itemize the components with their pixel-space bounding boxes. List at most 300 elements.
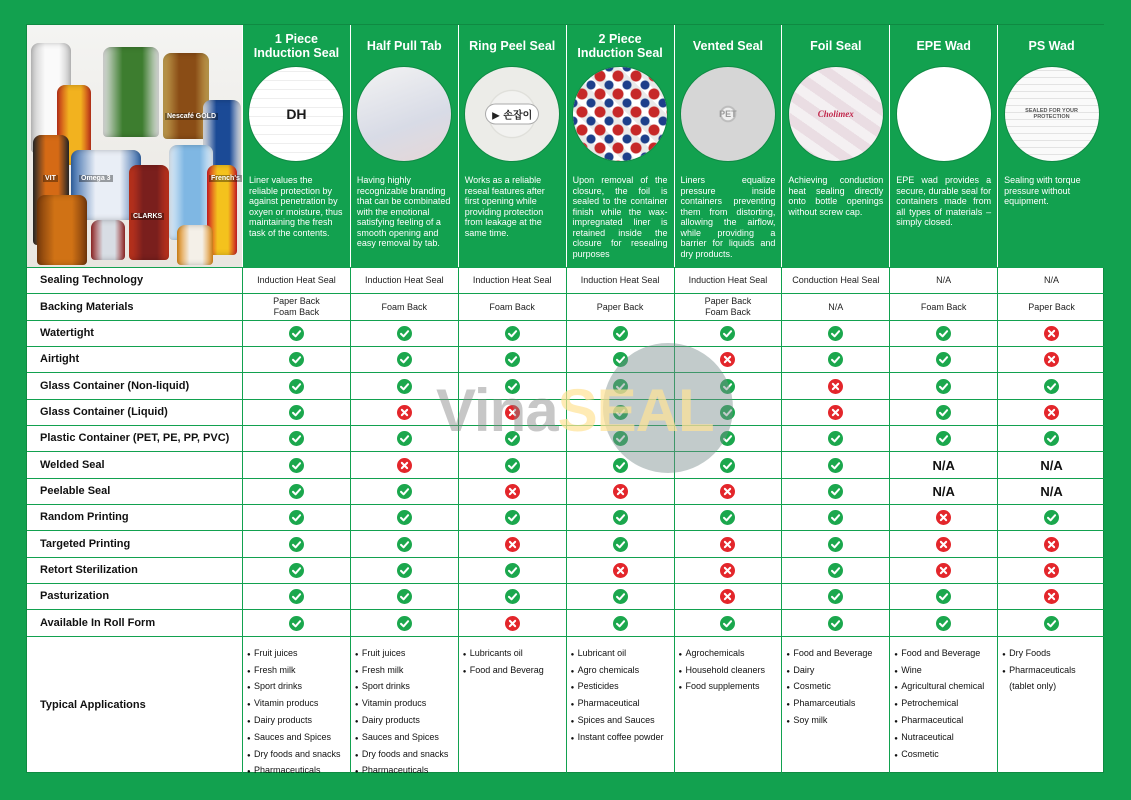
column-header-6 bbox=[781, 25, 889, 267]
application-item bbox=[355, 730, 449, 747]
applications-cell bbox=[674, 636, 782, 774]
table-cell bbox=[889, 583, 997, 609]
application-text: Fruit juices bbox=[361, 647, 406, 658]
seal-type-title: 2 Piece Induction Seal bbox=[577, 32, 663, 60]
seal-disc-text: PET bbox=[719, 109, 737, 119]
check-icon bbox=[936, 352, 951, 367]
table-cell bbox=[458, 346, 566, 372]
check-icon bbox=[289, 326, 304, 341]
cross-icon bbox=[720, 589, 735, 604]
bullet-icon: ● bbox=[247, 735, 251, 742]
table-cell bbox=[458, 451, 566, 477]
bottle-shape bbox=[103, 47, 159, 137]
bullet-icon: ● bbox=[894, 702, 898, 709]
application-text: Lubricants oil bbox=[469, 647, 523, 658]
application-item bbox=[786, 679, 872, 696]
bullet-icon: ● bbox=[354, 651, 359, 658]
table-cell bbox=[674, 346, 782, 372]
cross-icon bbox=[613, 563, 628, 578]
table-cell bbox=[997, 504, 1105, 530]
check-icon bbox=[397, 589, 412, 604]
table-cell bbox=[997, 583, 1105, 609]
table-cell bbox=[350, 372, 458, 398]
table-cell bbox=[350, 320, 458, 346]
application-text: Sauces and Spices bbox=[361, 731, 439, 742]
table-cell bbox=[781, 399, 889, 425]
check-icon bbox=[397, 352, 412, 367]
application-item bbox=[247, 763, 341, 773]
table-cell bbox=[458, 372, 566, 398]
table-cell bbox=[242, 478, 350, 504]
bullet-icon: ● bbox=[894, 719, 898, 725]
cell-text: Foam Back bbox=[489, 301, 535, 312]
cross-icon bbox=[936, 563, 951, 578]
application-text: (tablet only) bbox=[1009, 681, 1057, 692]
bullet-icon: ● bbox=[894, 752, 898, 759]
check-icon bbox=[828, 510, 843, 525]
check-icon bbox=[289, 379, 304, 394]
table-cell bbox=[997, 609, 1105, 635]
table-cell bbox=[997, 346, 1105, 372]
application-item bbox=[679, 646, 766, 663]
table-cell bbox=[242, 557, 350, 583]
table-cell bbox=[566, 346, 674, 372]
seal-star-pattern bbox=[573, 67, 667, 161]
application-text: Pharmaceuticals bbox=[254, 765, 321, 774]
check-icon bbox=[1044, 379, 1059, 394]
application-text: Dry foods and snacks bbox=[361, 748, 449, 759]
table-cell bbox=[997, 399, 1105, 425]
application-text: Cosmetic bbox=[793, 681, 831, 692]
application-text: Dry foods and snacks bbox=[254, 748, 341, 759]
check-icon bbox=[720, 379, 735, 394]
bullet-icon: ● bbox=[354, 668, 359, 675]
check-icon bbox=[289, 431, 304, 446]
application-text: Dairy products bbox=[254, 715, 313, 725]
table-cell bbox=[458, 293, 566, 319]
row-label: Peelable Seal bbox=[27, 478, 242, 504]
table-cell bbox=[458, 530, 566, 556]
bullet-icon: ● bbox=[247, 685, 251, 692]
applications-cell bbox=[458, 636, 566, 774]
application-text: Cosmetic bbox=[901, 748, 939, 759]
cell-text: Paper Back bbox=[596, 301, 644, 312]
column-header-5 bbox=[674, 25, 782, 267]
table-cell bbox=[674, 267, 782, 293]
table-cell bbox=[350, 504, 458, 530]
check-icon bbox=[613, 616, 628, 631]
check-icon bbox=[505, 458, 520, 473]
cell-text: N/A bbox=[1044, 275, 1060, 286]
seal-description: Upon removal of the closure, the foil is sealed to the container finish while the wax-impregnated liner is retained inside the closure for resealing purposes bbox=[572, 175, 668, 259]
table-cell bbox=[458, 425, 566, 451]
table-cell bbox=[566, 557, 674, 583]
check-icon bbox=[828, 484, 843, 499]
application-item bbox=[1002, 646, 1076, 663]
product-label: CLARKS bbox=[133, 213, 163, 220]
seal-description: Achieving conduction heat sealing directly onto bottle openings without screw cap. bbox=[788, 175, 884, 217]
application-text: Soy milk bbox=[793, 715, 828, 725]
bullet-icon: ● bbox=[354, 719, 359, 725]
cross-icon bbox=[1044, 352, 1059, 367]
application-item bbox=[247, 646, 341, 663]
seal-description: Liner values the reliable protection by against penetration by oxyen or moisture, thus maintaining the fresh task of the contents. bbox=[249, 175, 343, 238]
cell-text: Induction Heat Seal bbox=[688, 275, 768, 286]
table-cell bbox=[674, 609, 782, 635]
application-text: Sport drinks bbox=[254, 681, 303, 692]
bullet-icon: ● bbox=[678, 651, 683, 658]
application-item bbox=[1002, 679, 1076, 694]
seal-type-title: PS Wad bbox=[1028, 39, 1075, 53]
bottle-shape bbox=[91, 220, 125, 260]
cell-text: N/A bbox=[828, 301, 844, 312]
applications-list bbox=[355, 646, 449, 774]
application-text: Phamarceutials bbox=[793, 698, 856, 709]
check-icon bbox=[720, 510, 735, 525]
check-icon bbox=[828, 537, 843, 552]
check-icon bbox=[936, 431, 951, 446]
check-icon bbox=[505, 589, 520, 604]
application-item bbox=[786, 646, 872, 663]
check-icon bbox=[1044, 510, 1059, 525]
table-cell bbox=[781, 267, 889, 293]
table-cell bbox=[674, 320, 782, 346]
table-cell bbox=[458, 609, 566, 635]
table-cell bbox=[781, 609, 889, 635]
table-cell bbox=[350, 425, 458, 451]
table-cell bbox=[997, 557, 1105, 583]
check-icon bbox=[289, 458, 304, 473]
check-icon bbox=[505, 379, 520, 394]
bullet-icon: ● bbox=[354, 685, 359, 692]
applications-cell bbox=[781, 636, 889, 774]
table-cell bbox=[350, 293, 458, 319]
application-item bbox=[355, 696, 449, 713]
seal-description: Having highly recognizable branding that can be combinated with the emotional satisfying feeling of a smooth opening and easy removal by tab. bbox=[356, 175, 451, 248]
cell-text: N/A bbox=[936, 275, 952, 286]
bullet-icon: ● bbox=[894, 735, 898, 742]
cell-text: Paper Back Foam Back bbox=[704, 296, 752, 318]
not-applicable-text: N/A bbox=[932, 483, 955, 499]
cross-icon bbox=[505, 537, 520, 552]
seal-type-title: 1 Piece Induction Seal bbox=[253, 32, 340, 60]
bullet-icon: ● bbox=[786, 685, 790, 692]
table-cell bbox=[242, 293, 350, 319]
not-applicable-text: N/A bbox=[1040, 483, 1063, 499]
table-cell bbox=[458, 504, 566, 530]
cross-icon bbox=[505, 484, 520, 499]
applications-list bbox=[571, 646, 664, 747]
table-cell bbox=[889, 425, 997, 451]
application-text: Fresh milk bbox=[361, 664, 404, 675]
table-cell bbox=[242, 609, 350, 635]
cross-icon bbox=[720, 537, 735, 552]
check-icon bbox=[828, 352, 843, 367]
application-item bbox=[894, 696, 984, 713]
comparison-table bbox=[26, 24, 1104, 773]
bullet-icon: ● bbox=[786, 668, 790, 675]
applications-cell bbox=[997, 636, 1105, 774]
table-cell bbox=[350, 478, 458, 504]
table-cell bbox=[781, 425, 889, 451]
seal-disc-text: SEALED FOR YOUR PROTECTION bbox=[1025, 108, 1078, 120]
application-item bbox=[571, 663, 664, 680]
check-icon bbox=[397, 563, 412, 578]
table-cell bbox=[781, 293, 889, 319]
bullet-icon: ● bbox=[247, 668, 251, 675]
cross-icon bbox=[1044, 326, 1059, 341]
cross-icon bbox=[828, 405, 843, 420]
table-cell bbox=[350, 267, 458, 293]
check-icon bbox=[936, 326, 951, 341]
bottle-shape bbox=[177, 225, 213, 265]
check-icon bbox=[828, 458, 843, 473]
check-icon bbox=[613, 326, 628, 341]
seal-disc-text: DH bbox=[286, 106, 307, 122]
not-applicable-text: N/A bbox=[932, 457, 955, 473]
application-item bbox=[247, 730, 341, 747]
bullet-icon: ● bbox=[570, 702, 575, 709]
cross-icon bbox=[936, 537, 951, 552]
table-cell bbox=[781, 478, 889, 504]
column-header-2 bbox=[350, 25, 458, 267]
bullet-icon: ● bbox=[570, 719, 575, 725]
cell-text: Paper Back Foam Back bbox=[273, 296, 320, 318]
application-text: Fruit juices bbox=[254, 647, 298, 658]
application-text: Fresh milk bbox=[254, 664, 296, 675]
application-text: Pharmaceutical bbox=[577, 698, 640, 709]
application-item bbox=[355, 679, 449, 696]
applications-list bbox=[679, 646, 766, 696]
row-label: Targeted Printing bbox=[27, 530, 242, 556]
bullet-icon: ● bbox=[786, 651, 790, 658]
check-icon bbox=[828, 589, 843, 604]
table-cell bbox=[566, 530, 674, 556]
product-photo bbox=[27, 25, 242, 267]
table-cell bbox=[997, 451, 1105, 477]
check-icon bbox=[1044, 431, 1059, 446]
seal-disc-image bbox=[465, 67, 559, 161]
check-icon bbox=[505, 563, 520, 578]
table-cell bbox=[889, 372, 997, 398]
table-cell bbox=[350, 583, 458, 609]
seal-description: EPE wad provides a secure, durable seal for containers made from all types of materials – simply closed. bbox=[896, 175, 992, 227]
check-icon bbox=[397, 326, 412, 341]
table-cell bbox=[997, 425, 1105, 451]
cell-text: Induction Heat Seal bbox=[365, 275, 444, 286]
cell-text: Conduction Heal Seal bbox=[792, 275, 880, 286]
application-item bbox=[571, 730, 664, 747]
application-item bbox=[894, 663, 984, 680]
table-cell bbox=[566, 293, 674, 319]
bullet-icon: ● bbox=[786, 702, 790, 709]
table-cell bbox=[889, 293, 997, 319]
application-item bbox=[786, 696, 872, 713]
check-icon bbox=[289, 510, 304, 525]
application-text: Spices and Sauces bbox=[577, 715, 655, 725]
table-cell bbox=[997, 372, 1105, 398]
bullet-icon: ● bbox=[570, 668, 575, 675]
product-label: Omega 3 bbox=[81, 175, 111, 182]
table-cell bbox=[674, 451, 782, 477]
table-cell bbox=[997, 267, 1105, 293]
cross-icon bbox=[936, 510, 951, 525]
column-header-1 bbox=[242, 25, 350, 267]
table-cell bbox=[781, 451, 889, 477]
table-cell bbox=[350, 557, 458, 583]
bullet-icon: ● bbox=[894, 685, 898, 692]
application-item bbox=[894, 730, 984, 747]
row-label: Backing Materials bbox=[27, 293, 242, 319]
application-item bbox=[786, 663, 872, 680]
table-cell bbox=[458, 557, 566, 583]
check-icon bbox=[936, 589, 951, 604]
applications-list bbox=[247, 646, 341, 774]
check-icon bbox=[936, 379, 951, 394]
application-item bbox=[894, 713, 984, 730]
table-cell bbox=[242, 451, 350, 477]
seal-disc-text: ▶ 손잡이 bbox=[486, 105, 538, 124]
check-icon bbox=[505, 352, 520, 367]
check-icon bbox=[613, 589, 628, 604]
check-icon bbox=[828, 616, 843, 631]
application-item bbox=[571, 713, 664, 730]
table-cell bbox=[889, 267, 997, 293]
application-item bbox=[571, 696, 664, 713]
cross-icon bbox=[1044, 563, 1059, 578]
seal-disc-image bbox=[249, 67, 343, 161]
table-cell bbox=[997, 530, 1105, 556]
seal-disc-image bbox=[789, 67, 883, 161]
application-text: Sport drinks bbox=[361, 681, 410, 692]
cross-icon bbox=[1044, 537, 1059, 552]
table-cell bbox=[781, 346, 889, 372]
table-cell bbox=[781, 372, 889, 398]
seal-disc-image bbox=[357, 67, 451, 161]
application-text: Food supplements bbox=[685, 681, 760, 692]
check-icon bbox=[397, 616, 412, 631]
check-icon bbox=[289, 589, 304, 604]
bullet-icon: ● bbox=[1002, 668, 1006, 675]
applications-cell bbox=[889, 636, 997, 774]
table-cell bbox=[242, 530, 350, 556]
table-cell bbox=[458, 399, 566, 425]
check-icon bbox=[613, 405, 628, 420]
application-text: Household cleaners bbox=[685, 664, 766, 675]
seal-disc-image bbox=[573, 67, 667, 161]
cross-icon bbox=[828, 379, 843, 394]
application-text: Pharmaceuticals bbox=[1009, 664, 1076, 675]
table-cell bbox=[566, 267, 674, 293]
check-icon bbox=[289, 484, 304, 499]
cell-text: Paper Back bbox=[1028, 301, 1075, 312]
table-cell bbox=[889, 504, 997, 530]
application-item bbox=[355, 747, 449, 764]
cross-icon bbox=[720, 563, 735, 578]
seal-disc-image bbox=[681, 67, 775, 161]
table-cell bbox=[242, 504, 350, 530]
table-cell bbox=[674, 478, 782, 504]
bullet-icon: ● bbox=[354, 752, 359, 759]
check-icon bbox=[613, 431, 628, 446]
row-label: Glass Container (Non-liquid) bbox=[27, 372, 242, 398]
check-icon bbox=[613, 352, 628, 367]
table-cell bbox=[781, 530, 889, 556]
application-text: Dry Foods bbox=[1009, 647, 1051, 658]
bullet-icon: ● bbox=[894, 651, 898, 658]
application-text: Petrochemical bbox=[901, 698, 959, 709]
bullet-icon: ● bbox=[354, 769, 359, 774]
application-text: Agrochemicals bbox=[685, 647, 745, 658]
row-label: Available In Roll Form bbox=[27, 609, 242, 635]
table-cell bbox=[781, 320, 889, 346]
seal-description: Works as a reliable reseal features after first opening while providing protection from leakage at the same time. bbox=[464, 175, 545, 238]
table-cell bbox=[674, 583, 782, 609]
check-icon bbox=[936, 405, 951, 420]
application-text: Dairy products bbox=[361, 715, 420, 725]
table-cell bbox=[566, 372, 674, 398]
bullet-icon: ● bbox=[354, 735, 359, 742]
cross-icon bbox=[397, 458, 412, 473]
watermark-part2: SEAL bbox=[557, 377, 714, 444]
table-cell bbox=[566, 609, 674, 635]
application-item bbox=[355, 646, 449, 663]
table-cell bbox=[674, 425, 782, 451]
check-icon bbox=[505, 510, 520, 525]
application-item bbox=[247, 663, 341, 680]
table-cell bbox=[781, 504, 889, 530]
table-cell bbox=[674, 372, 782, 398]
check-icon bbox=[397, 484, 412, 499]
row-label: Airtight bbox=[27, 346, 242, 372]
applications-list bbox=[1002, 646, 1076, 694]
seal-type-title: Vented Seal bbox=[692, 39, 764, 53]
seal-description: Liners equalize pressure inside containers preventing them from distorting, allowing the airflow, while providing a barrier for liquids and dry products. bbox=[680, 175, 776, 259]
table-cell bbox=[242, 320, 350, 346]
check-icon bbox=[613, 458, 628, 473]
row-label: Watertight bbox=[27, 320, 242, 346]
table-cell bbox=[242, 267, 350, 293]
check-icon bbox=[505, 431, 520, 446]
bullet-icon: ● bbox=[678, 668, 683, 675]
application-text: Dairy bbox=[793, 664, 815, 675]
application-text: Pesticides bbox=[577, 681, 619, 692]
application-item bbox=[894, 646, 984, 663]
application-text: Food and Beverage bbox=[901, 647, 981, 658]
application-item bbox=[355, 763, 449, 773]
bullet-icon: ● bbox=[1002, 651, 1006, 658]
table-cell bbox=[566, 504, 674, 530]
table-cell bbox=[242, 372, 350, 398]
product-label: French's bbox=[211, 175, 240, 182]
bullet-icon: ● bbox=[462, 668, 467, 675]
table-cell bbox=[889, 530, 997, 556]
bullet-icon: ● bbox=[678, 685, 683, 692]
check-icon bbox=[289, 616, 304, 631]
bullet-icon: ● bbox=[247, 702, 251, 709]
application-item bbox=[894, 747, 984, 764]
table-cell bbox=[781, 557, 889, 583]
application-item bbox=[1002, 663, 1076, 680]
cell-text: Induction Heat Seal bbox=[580, 275, 660, 286]
seal-type-title: EPE Wad bbox=[916, 39, 971, 53]
application-item bbox=[894, 679, 984, 696]
table-cell bbox=[781, 583, 889, 609]
row-label: Plastic Container (PET, PE, PP, PVC) bbox=[27, 425, 242, 451]
check-icon bbox=[613, 510, 628, 525]
check-icon bbox=[720, 616, 735, 631]
application-item bbox=[571, 646, 664, 663]
